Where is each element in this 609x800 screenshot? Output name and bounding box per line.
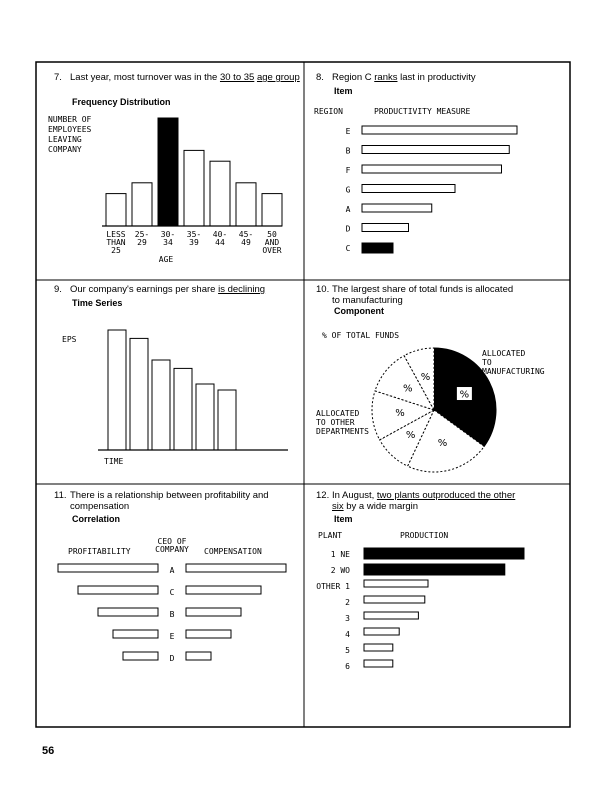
chart-8-bar [362,146,509,154]
chart-8-bar [362,224,409,232]
chart-10-pct-label: % [405,429,416,441]
chart-10-label-other: ALLOCATED [316,409,360,418]
subtitle-9: Time Series [72,298,123,308]
chart-12-production [310,526,560,676]
chart-7-tick-label: 44 [215,238,225,247]
chart-8-category-label: E [345,127,351,136]
subtitle-8: Item [334,86,353,96]
caption-11: 11. There is a relationship between profitability and compensation [54,490,269,512]
chart-12-category-label: 3 [345,614,350,623]
chart-11-comp-bar [186,586,261,594]
chart-12-category-label: 1 NE [330,550,350,559]
chart-11-center-label: COMPANY [155,545,189,554]
chart-7-tick-label: 50 [267,230,277,239]
chart-8-bar [362,126,517,134]
chart-12-bar [364,660,393,667]
chart-11-category-label: B [169,610,175,619]
chart-7-tick-label: LESS [106,230,126,239]
chart-11-profit-bar [58,564,158,572]
chart-9-bar [130,338,148,450]
chart-12-category-label: 6 [345,662,350,671]
chart-9-ylabel: EPS [62,335,77,344]
chart-8-col1: REGION [314,107,343,116]
caption-10: 10. The largest share of total funds is allocated to manufacturing [316,284,514,306]
chart-12-bar [364,580,428,587]
chart-9-bar [218,390,236,450]
chart-12-category-label: 4 [345,630,350,639]
chart-11-comp-bar [186,608,241,616]
chart-7-bar [106,194,126,226]
chart-7-frequency [42,108,302,273]
chart-8-category-label: B [345,146,351,156]
chart-7-bar [236,183,256,226]
chart-12-bar [364,612,418,619]
chart-11-center-label: CEO OF [157,537,187,546]
caption-12: 12. In August, two plants outproduced the other six by a wide margin [316,490,516,512]
chart-11-category-label: C [169,588,175,597]
chart-9-eps [48,316,298,476]
chart-11-left-label: PROFITABILITY [68,547,131,556]
chart-11-profit-bar [113,630,158,638]
chart-8-category-label: F [345,166,351,175]
chart-12-bar [364,548,524,559]
chart-8-bar [362,185,455,193]
chart-7-tick-label: 35- [186,230,202,239]
chart-10-label-manufacturing: TO [482,358,492,367]
chart-12-col2: PRODUCTION [400,531,449,540]
chart-10-label-manufacturing: ALLOCATED [482,349,526,358]
chart-7-ylabel-line: EMPLOYEES [48,125,92,134]
chart-8-category-label: A [345,205,351,214]
chart-11-category-label: A [169,566,175,575]
chart-12-bar [364,644,393,651]
chart-8-bar [362,165,502,173]
chart-10-pct-label: % [420,371,431,383]
chart-7-bar [210,161,230,226]
chart-12-bar [364,596,425,603]
subtitle-11: Correlation [72,514,121,524]
chart-7-bar [184,150,204,226]
chart-12-bar [364,564,505,575]
chart-8-category-label: D [345,224,351,234]
chart-9-bar [108,330,126,450]
chart-7-tick-label: 40- [212,230,228,239]
chart-8-productivity [310,102,560,262]
chart-11-comp-bar [186,652,211,660]
caption-9: 9. Our company's earnings per share is declining [54,284,266,295]
subtitle-7: Frequency Distribution [72,97,171,107]
chart-10-funds-pie [306,322,566,482]
chart-7-bar [262,194,282,226]
chart-7-xlabel: AGE [158,255,174,264]
chart-7-tick-label: 25- [134,230,150,239]
chart-12-category-label: 2 [345,598,350,607]
chart-12-category-label: OTHER 1 [316,582,350,591]
chart-7-tick-label: AND [264,238,280,247]
chart-8-category-label: C [345,244,351,253]
caption-8: 8. Region C ranks last in productivity [316,72,476,83]
chart-7-tick-label: THAN [106,238,126,247]
chart-8-category-label: G [345,185,351,195]
chart-7-bar [132,183,152,226]
chart-9-bar [152,360,170,450]
chart-10-pct-label: % [395,408,405,420]
chart-9-bar [174,368,192,450]
chart-11-profit-bar [98,608,158,616]
subtitle-12: Item [334,514,353,524]
chart-11-comp-bar [186,564,286,572]
chart-7-tick-label: 30- [160,230,176,239]
chart-12-bar [364,628,399,635]
chart-9-bar [196,384,214,450]
chart-11-comp-bar [186,630,231,638]
chart-7-tick-label: OVER [262,246,282,255]
chart-11-category-label: E [169,632,175,641]
chart-7-bar [158,118,178,226]
chart-11-category-label: D [169,654,175,663]
chart-9-xlabel: TIME [104,457,124,466]
chart-7-tick-label: 39 [189,238,199,247]
caption-7: 7. Last year, most turnover was in the 30 to 35 age group [54,72,300,83]
chart-7-ylabel-line: COMPANY [48,145,82,154]
chart-10-title: % OF TOTAL FUNDS [322,331,400,340]
chart-12-category-label: 5 [345,646,350,655]
chart-10-pct-label: % [437,438,448,450]
chart-7-ylabel-line: NUMBER OF [48,115,92,124]
chart-11-profit-bar [78,586,158,594]
chart-10-pct-label: % [459,389,470,401]
chart-10-label-other: DEPARTMENTS [316,427,369,436]
chart-7-tick-label: 29 [137,238,147,247]
chart-11-right-label: COMPENSATION [204,547,262,556]
page-number: 56 [42,745,55,757]
chart-7-tick-label: 45- [238,230,254,239]
chart-12-category-label: 2 WO [330,566,350,575]
subtitle-10: Component [334,306,384,316]
chart-8-bar [362,204,432,212]
chart-10-label-other: TO OTHER [316,418,355,427]
chart-10-label-manufacturing: MANUFACTURING [482,367,545,376]
chart-11-profit-bar [123,652,158,660]
chart-10-pct-label: % [402,383,413,395]
chart-8-col2: PRODUCTIVITY MEASURE [374,107,471,116]
chart-7-tick-label: 49 [241,238,251,247]
chart-11-correlation [52,530,302,680]
chart-7-ylabel-line: LEAVING [48,135,82,144]
chart-7-tick-label: 25 [111,246,121,255]
chart-12-col1: PLANT [318,531,343,540]
chart-8-bar [362,243,393,253]
chart-7-tick-label: 34 [163,238,173,247]
